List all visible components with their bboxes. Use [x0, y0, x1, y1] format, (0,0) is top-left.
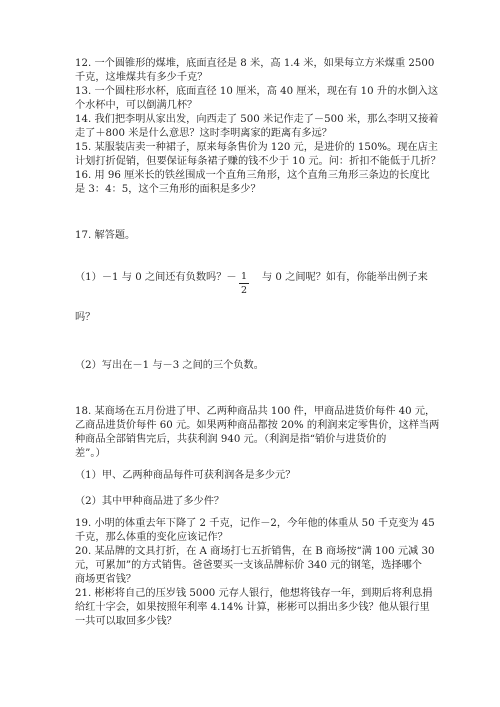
problem-16-line-2: 是 3：4：5，这个三角形的面积是多少？ — [75, 184, 261, 195]
problem-19-line-2: 千克，那么体重的变化应该记作？ — [75, 532, 228, 543]
problem-17-part1-end: 吗？ — [75, 312, 96, 323]
problem-16-line-1: 16. 用 96 厘米长的铁丝围成一个直角三角形，这个直角三角形三条边的长度比 — [75, 170, 430, 181]
problem-18-line-2: 乙商品进货价每件 60 元。如果两种商品都按 20% 的利润来定零售价，这样当两 — [75, 420, 440, 431]
fraction-one-half — [239, 271, 249, 296]
problem-17-part1-before: （1）－1 与 0 之间还有负数吗？－ — [75, 272, 237, 283]
problem-12-line-2: 千克，这堆煤共有多少千克？ — [75, 72, 208, 83]
problem-17-title: 17. 解答题。 — [75, 230, 136, 241]
problem-18-line-4: 差”。） — [75, 448, 106, 459]
problem-18-part2: （2）其中甲种商品进了多少件？ — [75, 496, 225, 507]
fraction-denominator: 2 — [240, 285, 248, 296]
problem-13-line-2: 个水杯中，可以倒满几杯？ — [75, 100, 198, 111]
problem-18-line-1: 18. 某商场在五月份进了甲、乙两种商品共 100 件，甲商品进货价每件 40 元， — [75, 406, 436, 417]
fraction-numerator: 1 — [240, 271, 248, 282]
problem-14-line-2: 走了＋800 米是什么意思？这时李明离家的距离有多远？ — [75, 128, 332, 139]
problem-21-line-3: 一共可以取回多少钱？ — [75, 616, 177, 627]
problem-21-line-2: 给红十字会，如果按照年利率 4.14% 计算，彬彬可以捐出多少钱？他从银行里 — [75, 602, 430, 613]
problem-20-line-2: 元，可累加”的方式销售。爸爸要买一支该品牌标价 340 元的钢笔，选择哪个 — [75, 560, 422, 571]
problem-18-line-3: 种商品全部销售完后，共获利润 940 元。（利润是指“销价与进货价的 — [75, 434, 387, 445]
problem-14-line-1: 14. 我们把李明从家出发，向西走了 500 米记作走了－500 米，那么李明又接着 — [75, 114, 439, 125]
problem-20-line-1: 20. 某品牌的文具打折，在 A 商场打七五折销售，在 B 商场按“满 100 元减 30 — [75, 546, 435, 557]
problem-19-line-1: 19. 小明的体重去年下降了 2 千克，记作－2，今年他的体重从 50 千克变为 45 — [75, 518, 435, 529]
problem-15-line-2: 计划打折促销，但要保证每条裙子赚的钱不少于 10 元。问：折扣不能低于几折？ — [75, 156, 441, 167]
problem-13-line-1: 13. 一个圆柱形水杯，底面直径 10 厘米，高 40 厘米，现在有 10 升的水倒入这 — [75, 86, 439, 97]
problem-17-part2: （2）写出在－1 与－3 之间的三个负数。 — [75, 360, 264, 371]
problem-15-line-1: 15. 某服装店卖一种裙子，原来每条售价为 120 元，是进价的 150%。现在店主 — [75, 142, 438, 153]
problem-18-part1: （1）甲、乙两种商品每件可获利润各是多少元？ — [75, 470, 296, 481]
problem-21-line-1: 21. 彬彬将自己的压岁钱 5000 元存人银行，他想将钱存一年，到期后将利息捐 — [75, 588, 433, 599]
fraction-bar — [239, 283, 249, 284]
problem-17-part1-after: 与 0 之间呢？如有，你能举出例子来 — [262, 272, 428, 283]
problem-20-line-3: 商场更省钱？ — [75, 574, 137, 585]
problem-12-line-1: 12. 一个圆锥形的煤堆，底面直径是 8 米，高 1.4 米，如果每立方米煤重 2500 — [75, 58, 435, 69]
